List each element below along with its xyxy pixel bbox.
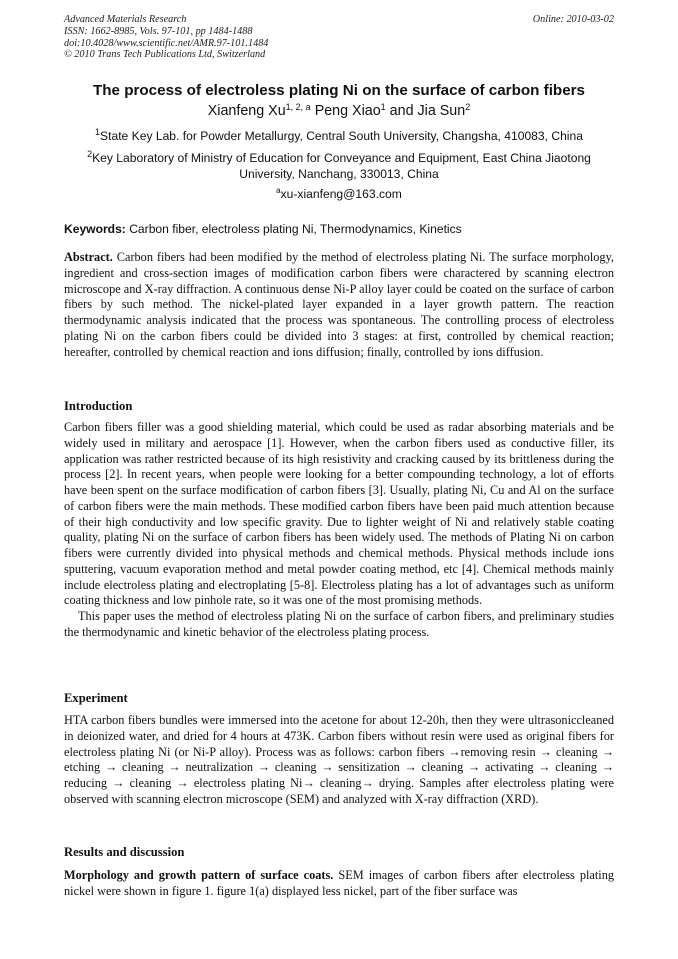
author-email xyxy=(0,187,678,201)
copyright-line: © 2010 Trans Tech Publications Ltd, Switzerland xyxy=(64,49,266,61)
running-header xyxy=(64,14,614,61)
affiliation-1 xyxy=(66,129,612,145)
paragraph: HTA carbon fibers bundles were immersed into the acetone for about 12-20h, then they were ultrasoniccleaned in deionized water, and dried for 4 hours at 473K. Carbon fibers without resin were used as original fibers for electroless plating Ni (or Ni-P alloy). Process was as follows: carbon fibers →removing resin → cleaning → etching → cleaning → neutralization → cleaning → sensitization → cleaning → activating → cleaning → reducing → cleaning → electroless plating Ni→ cleaning→ drying. Samples after electroless plating were observed with scanning electron microscope (SEM) and analyzed with X-ray diffraction (XRD). xyxy=(64,713,614,806)
keywords-label: Keywords: xyxy=(64,222,126,236)
experiment-body xyxy=(64,713,614,808)
affiliation-2 xyxy=(66,151,612,182)
abstract-label: Abstract. xyxy=(64,250,113,264)
section-heading-experiment: Experiment xyxy=(64,691,128,705)
online-date: Online: 2010-03-02 xyxy=(532,14,614,25)
author-name: Xianfeng Xu xyxy=(207,103,286,119)
paper-title: The process of electroless plating Ni on the surface of carbon fibers xyxy=(92,82,586,99)
doi-line: doi:10.4028/www.scientific.net/AMR.97-101.1484 xyxy=(64,37,269,49)
keywords-text: Carbon fiber, electroless plating Ni, Thermodynamics, Kinetics xyxy=(129,222,462,236)
section-heading-introduction: Introduction xyxy=(64,399,133,413)
author-affiliation-marker: 1, 2, a xyxy=(285,102,311,112)
keywords xyxy=(64,222,616,236)
affiliation-text: State Key Lab. for Powder Metallurgy, Central South University, Changsha, 410083, China xyxy=(100,129,583,143)
results-body xyxy=(64,868,614,900)
affiliation-marker: 2 xyxy=(87,149,93,159)
author-name: Peng Xiao xyxy=(314,103,381,119)
abstract xyxy=(64,250,614,360)
paragraph: This paper uses the method of electroless plating Ni on the surface of carbon fibers, and preliminary studies the thermodynamic and kinetic behavior of the electroless plating process. xyxy=(64,609,614,639)
journal-name: Advanced Materials Research xyxy=(64,14,187,25)
author-affiliation-marker: 1 xyxy=(380,102,386,112)
email-address[interactable]: xu-xianfeng@163.com xyxy=(280,187,402,201)
author-affiliation-marker: 2 xyxy=(465,102,471,112)
subsection-lead: Morphology and growth pattern of surface coats. xyxy=(64,868,334,882)
author-name: Jia Sun xyxy=(417,103,466,119)
author-conjunction: and xyxy=(389,103,414,119)
introduction-body xyxy=(64,420,614,641)
issn-line: ISSN: 1662-8985, Vols. 97-101, pp 1484-1488 xyxy=(64,25,253,37)
affiliation-marker: 1 xyxy=(95,127,101,137)
paragraph: Carbon fibers filler was a good shielding material, which could be used as radar absorbing materials and be widely used in military and aerospace [1]. However, when the carbon fibers used as conductive filler, its application was rather restricted because of its high resistivity and cracking caused by its brittleness during the process [2]. In recent years, when people were looking for a better compounding technology, a lot of efforts have been spent on the surface modification of carbon fibers [3]. Usually, plating Ni, Cu and Al on the surface of carbon fibers were the main methods. These modified carbon fibers have been paid much attention because of their high conductivity and low specific gravity. Due to lighter weight of Ni and relatively stable coating quality, plating Ni on the surface of carbon fibers has been widely used. The methods of Plating Ni on carbon fibers were currently divided into physical methods and chemical methods. Physical methods include ions sputtering, vacuum evaporation method and metal powder coating method, etc [4]. Chemical methods mainly include electroless plating and electroplating [5-8]. Electroless plating has a lot of advantages such as uniform coating thickness and low pinhole rate, so it was one of the most promising methods. xyxy=(64,420,614,608)
paragraph: SEM images of carbon fibers after electroless plating nickel were shown in figure 1. figure 1(a) displayed less nickel, part of the fiber surface was xyxy=(64,868,614,898)
email-marker: a xyxy=(276,186,281,195)
section-heading-results: Results and discussion xyxy=(64,845,185,859)
author-line xyxy=(0,103,678,119)
journal-info xyxy=(64,14,614,61)
abstract-text: Carbon fibers had been modified by the method of electroless plating Ni. The surface morphology, ingredient and cross-section images of modification carbon fibers were charactered by scanning electron microscope and X-ray diffraction. A continuous dense Ni-P alloy layer could be coated on the surface of carbon fibers by such method. The nickel-plated layer expanded in a layer growth pattern. The reaction thermodynamic analysis indicated that the process was spontaneous. The controlling process of electroless plating Ni on the carbon fibers could be divided into 3 stages: at first, controlled by chemical reaction; hereafter, controlled by chemical reaction and ions diffusion; finally, controlled by ions diffusion. xyxy=(64,250,614,359)
affiliation-text: Key Laboratory of Ministry of Education for Conveyance and Equipment, East China Jiaotong University, Nanchang, 330013, China xyxy=(92,151,591,181)
